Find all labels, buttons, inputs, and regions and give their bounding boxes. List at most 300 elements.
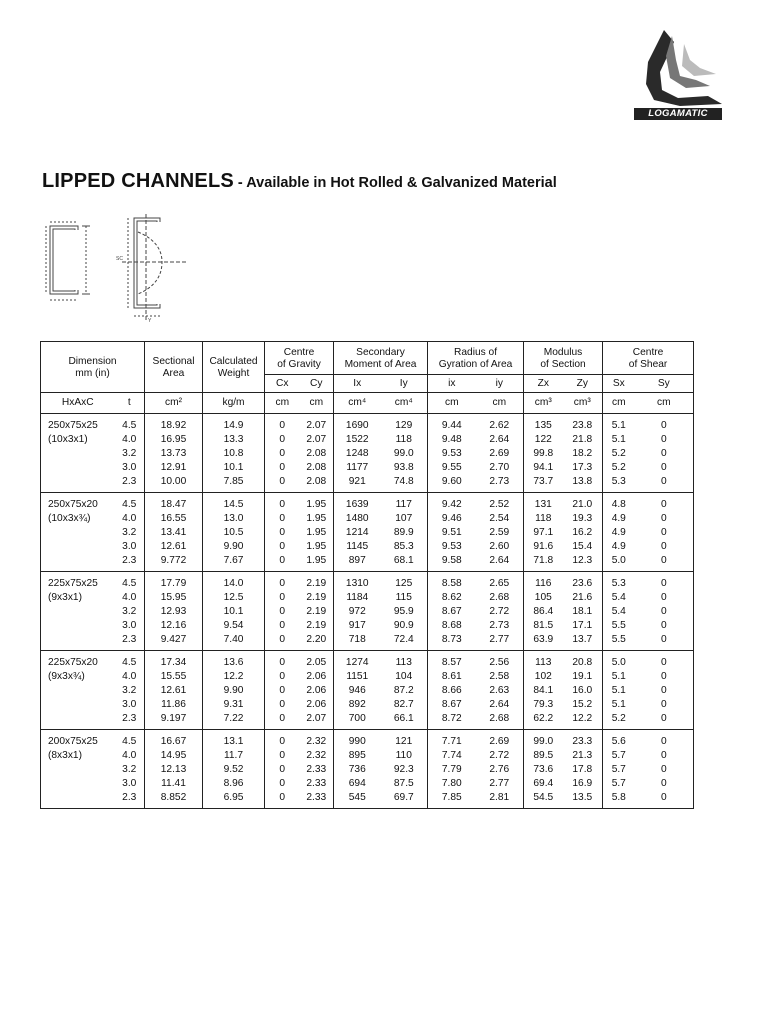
- data-cell: 2.3: [115, 554, 145, 572]
- size-cell: 225x75x25: [48, 578, 98, 589]
- data-cell: 23.8: [572, 420, 593, 431]
- data-cell: 0: [660, 750, 667, 761]
- data-cell: 5.5: [603, 633, 635, 651]
- sub-header-cell: Cy: [300, 375, 334, 393]
- data-cell: 3.2: [122, 448, 137, 459]
- data-cell: 63.9: [524, 633, 563, 651]
- data-cell: 2.68: [489, 592, 510, 603]
- data-cell: 0: [265, 540, 300, 554]
- data-cell: 0: [265, 605, 300, 619]
- data-cell: 5.6: [603, 730, 635, 750]
- data-cell: 85.3: [393, 541, 414, 552]
- data-cell: 129: [395, 420, 413, 431]
- lipped-channel-diagram-icon: [38, 212, 188, 324]
- data-cell: 16.95: [145, 433, 203, 447]
- data-cell: 0: [660, 736, 667, 747]
- data-cell: 23.6: [572, 578, 593, 589]
- data-cell: 8.72: [428, 712, 476, 730]
- size-cell: [41, 461, 115, 475]
- logo-wordmark: LOGAMATIC: [634, 108, 722, 120]
- data-cell: 8.68: [428, 619, 476, 633]
- data-cell: 21.8: [572, 434, 593, 445]
- data-cell: 9.46: [428, 512, 476, 526]
- data-cell: 1310: [334, 572, 381, 592]
- data-cell: 1639: [334, 493, 381, 513]
- unit-cell: t: [115, 393, 145, 414]
- data-cell: 21.6: [572, 592, 593, 603]
- data-cell: 5.1: [603, 684, 635, 698]
- data-cell: 122: [524, 433, 563, 447]
- data-cell: 700: [334, 712, 381, 730]
- data-cell: 10.8: [203, 447, 265, 461]
- data-cell: 2.07: [306, 434, 327, 445]
- size-cell: (10x3x¾): [48, 513, 91, 524]
- data-cell: 11.41: [145, 777, 203, 791]
- data-cell: 7.85: [203, 475, 265, 493]
- data-cell: 3.2: [122, 527, 137, 538]
- data-cell: 2.19: [306, 592, 327, 603]
- data-cell: 2.65: [489, 578, 510, 589]
- data-cell: 2.81: [476, 791, 524, 809]
- data-cell: 0: [265, 447, 300, 461]
- company-logo: [626, 26, 732, 130]
- header-centre-shear-line1: Centre: [632, 347, 664, 358]
- data-cell: 18.47: [145, 493, 203, 513]
- data-cell: 0: [660, 620, 667, 631]
- data-cell: 2.69: [489, 736, 510, 747]
- size-cell: [41, 475, 115, 493]
- table-row: [41, 540, 694, 554]
- data-cell: 6.95: [203, 791, 265, 809]
- table-row: [41, 605, 694, 619]
- data-cell: 5.8: [603, 791, 635, 809]
- data-cell: 5.0: [603, 651, 635, 671]
- section-diagram: [38, 212, 188, 324]
- data-cell: 2.20: [300, 633, 334, 651]
- header-centre-gravity-line1: Centre: [283, 347, 315, 358]
- title-subtitle: - Available in Hot Rolled & Galvanized Material: [233, 175, 557, 191]
- data-cell: 89.5: [524, 749, 563, 763]
- data-cell: 69.4: [524, 777, 563, 791]
- data-cell: 9.53: [428, 447, 476, 461]
- data-cell: 2.06: [306, 699, 327, 710]
- header-radius-gyration: [428, 342, 524, 375]
- header-calculated-weight-line1: Calculated: [209, 356, 258, 367]
- data-cell: 0: [660, 448, 667, 459]
- table-row: [41, 670, 694, 684]
- data-cell: 0: [265, 777, 300, 791]
- data-cell: 4.9: [603, 512, 635, 526]
- data-cell: 694: [334, 777, 381, 791]
- data-cell: 2.19: [306, 606, 327, 617]
- size-cell: [41, 619, 115, 633]
- data-cell: 118: [395, 434, 412, 445]
- table-row: [41, 684, 694, 698]
- table-row: [41, 763, 694, 777]
- table-row: [41, 447, 694, 461]
- data-cell: 0: [635, 475, 694, 493]
- data-cell: 11.7: [203, 749, 265, 763]
- data-cell: 0: [265, 475, 300, 493]
- data-cell: 0: [660, 578, 667, 589]
- data-cell: 14.5: [203, 493, 265, 513]
- size-cell: [41, 447, 115, 461]
- data-cell: 0: [265, 591, 300, 605]
- data-cell: 79.3: [524, 698, 563, 712]
- data-cell: 8.61: [428, 670, 476, 684]
- data-cell: 87.2: [393, 685, 414, 696]
- data-cell: 131: [524, 493, 563, 513]
- header-centre-shear-line2: of Shear: [628, 359, 668, 370]
- diagram-label-sc: SC: [116, 256, 123, 262]
- table-row: [41, 554, 694, 572]
- data-cell: 17.8: [572, 764, 593, 775]
- data-cell: 0: [660, 671, 667, 682]
- data-cell: 99.0: [393, 448, 414, 459]
- size-cell: [41, 526, 115, 540]
- header-dimension-line1: Dimension: [68, 356, 117, 367]
- data-cell: 5.1: [603, 414, 635, 434]
- unit-cell: cm⁴: [381, 393, 428, 414]
- data-cell: 17.1: [572, 620, 593, 631]
- table-row: [41, 633, 694, 651]
- data-cell: 2.54: [489, 513, 510, 524]
- header-sectional-area: [145, 342, 203, 393]
- data-cell: 4.0: [122, 671, 137, 682]
- data-cell: 2.76: [489, 764, 510, 775]
- data-cell: 4.9: [603, 526, 635, 540]
- data-cell: 736: [334, 763, 381, 777]
- size-cell: 225x75x20: [48, 657, 98, 668]
- data-cell: 0: [635, 791, 694, 809]
- data-cell: 117: [395, 499, 412, 510]
- sub-header-cell: Iy: [381, 375, 428, 393]
- table-row: [41, 651, 694, 671]
- data-cell: 13.8: [563, 475, 603, 493]
- sub-header-cell: iy: [476, 375, 524, 393]
- data-cell: 0: [265, 651, 300, 671]
- data-cell: 1.95: [306, 527, 327, 538]
- data-cell: 12.2: [203, 670, 265, 684]
- title-main: LIPPED CHANNELS: [42, 170, 234, 192]
- data-cell: 0: [660, 657, 667, 668]
- sub-header-cell: Ix: [334, 375, 381, 393]
- data-cell: 10.1: [203, 605, 265, 619]
- unit-cell: kg/m: [203, 393, 265, 414]
- data-cell: 3.2: [122, 764, 137, 775]
- data-cell: 921: [334, 475, 381, 493]
- data-cell: 2.60: [489, 541, 510, 552]
- unit-cell: cm⁴: [334, 393, 381, 414]
- data-cell: 3.2: [122, 685, 137, 696]
- data-cell: 2.58: [489, 671, 510, 682]
- data-cell: 0: [265, 414, 300, 434]
- data-cell: 8.67: [428, 698, 476, 712]
- data-cell: 113: [524, 651, 563, 671]
- data-cell: 2.07: [300, 712, 334, 730]
- data-cell: 4.9: [603, 540, 635, 554]
- data-cell: 1.95: [300, 554, 334, 572]
- data-cell: 946: [334, 684, 381, 698]
- data-cell: 1480: [334, 512, 381, 526]
- data-cell: 972: [334, 605, 381, 619]
- unit-cell: cm: [476, 393, 524, 414]
- data-cell: 9.42: [428, 493, 476, 513]
- data-cell: 86.4: [524, 605, 563, 619]
- data-cell: 2.64: [489, 699, 510, 710]
- data-cell: 10.1: [203, 461, 265, 475]
- table-row: [41, 461, 694, 475]
- data-cell: 4.5: [122, 499, 137, 510]
- data-cell: 14.9: [203, 414, 265, 434]
- data-cell: 19.1: [572, 671, 593, 682]
- data-cell: 18.92: [145, 414, 203, 434]
- size-cell: [41, 777, 115, 791]
- table-row: [41, 712, 694, 730]
- data-cell: 1184: [334, 591, 381, 605]
- data-cell: 107: [395, 513, 413, 524]
- data-cell: 2.77: [489, 778, 510, 789]
- data-cell: 16.55: [145, 512, 203, 526]
- size-cell: [41, 712, 115, 730]
- size-cell: [41, 684, 115, 698]
- data-cell: 3.2: [122, 606, 137, 617]
- data-cell: 74.8: [381, 475, 428, 493]
- data-cell: 9.55: [428, 461, 476, 475]
- header-centre-shear: [603, 342, 694, 375]
- data-cell: 87.5: [393, 778, 414, 789]
- data-cell: 10.5: [203, 526, 265, 540]
- data-cell: 54.5: [524, 791, 563, 809]
- lipped-channels-table: [40, 341, 694, 809]
- data-cell: 13.3: [203, 433, 265, 447]
- data-cell: 0: [635, 633, 694, 651]
- data-cell: 4.0: [122, 750, 137, 761]
- data-cell: 1.95: [306, 541, 327, 552]
- unit-cell: HxAxC: [41, 393, 115, 414]
- data-cell: 12.61: [145, 684, 203, 698]
- data-cell: 0: [265, 526, 300, 540]
- unit-cell: cm³: [563, 393, 603, 414]
- data-cell: 1522: [334, 433, 381, 447]
- data-cell: 0: [635, 554, 694, 572]
- data-cell: 2.62: [489, 420, 510, 431]
- data-cell: 0: [660, 606, 667, 617]
- size-cell: 250x75x20: [48, 499, 98, 510]
- data-cell: 0: [265, 684, 300, 698]
- table-body: [41, 414, 694, 809]
- sub-header-cell: Zy: [563, 375, 603, 393]
- data-cell: 9.90: [203, 684, 265, 698]
- data-cell: 1.95: [306, 513, 327, 524]
- data-cell: 13.41: [145, 526, 203, 540]
- data-cell: 2.19: [306, 620, 327, 631]
- data-cell: 10.00: [145, 475, 203, 493]
- unit-cell: cm: [635, 393, 694, 414]
- data-cell: 0: [660, 527, 667, 538]
- sub-header-cell: ix: [428, 375, 476, 393]
- data-cell: 13.73: [145, 447, 203, 461]
- header-calculated-weight: [203, 342, 265, 393]
- data-cell: 0: [265, 619, 300, 633]
- data-cell: 12.91: [145, 461, 203, 475]
- data-cell: 84.1: [524, 684, 563, 698]
- data-cell: 15.2: [572, 699, 593, 710]
- data-cell: 118: [524, 512, 563, 526]
- data-cell: 2.32: [306, 736, 327, 747]
- unit-cell: cm³: [524, 393, 563, 414]
- data-cell: 7.80: [428, 777, 476, 791]
- size-cell: [41, 633, 115, 651]
- header-centre-gravity-line2: of Gravity: [277, 359, 321, 370]
- data-cell: 2.32: [306, 750, 327, 761]
- logo-mark-icon: [626, 26, 732, 110]
- data-cell: 9.52: [203, 763, 265, 777]
- data-cell: 9.197: [145, 712, 203, 730]
- table-row: [41, 698, 694, 712]
- table-row: [41, 591, 694, 605]
- data-cell: 8.73: [428, 633, 476, 651]
- data-cell: 7.74: [428, 749, 476, 763]
- data-cell: 17.3: [572, 462, 593, 473]
- data-cell: 15.55: [145, 670, 203, 684]
- data-cell: 1177: [334, 461, 381, 475]
- data-cell: 2.3: [115, 475, 145, 493]
- data-cell: 9.427: [145, 633, 203, 651]
- data-cell: 73.6: [524, 763, 563, 777]
- data-cell: 7.22: [203, 712, 265, 730]
- data-cell: 14.0: [203, 572, 265, 592]
- size-cell: [41, 554, 115, 572]
- data-cell: 9.44: [428, 414, 476, 434]
- data-cell: 2.06: [306, 671, 327, 682]
- data-cell: 16.2: [572, 527, 593, 538]
- data-cell: 0: [660, 699, 667, 710]
- data-cell: 0: [265, 461, 300, 475]
- table-row: [41, 572, 694, 592]
- data-cell: 9.90: [203, 540, 265, 554]
- data-cell: 72.4: [381, 633, 428, 651]
- data-cell: 2.33: [306, 764, 327, 775]
- data-cell: 545: [334, 791, 381, 809]
- data-cell: 5.1: [603, 670, 635, 684]
- data-cell: 5.3: [603, 475, 635, 493]
- data-cell: 9.48: [428, 433, 476, 447]
- data-cell: 1248: [334, 447, 381, 461]
- data-cell: 8.57: [428, 651, 476, 671]
- data-cell: 2.64: [476, 554, 524, 572]
- data-cell: 97.1: [524, 526, 563, 540]
- data-cell: 4.5: [122, 657, 137, 668]
- data-cell: 1214: [334, 526, 381, 540]
- data-cell: 16.0: [572, 685, 593, 696]
- data-cell: 2.72: [489, 606, 510, 617]
- data-cell: 3.0: [122, 778, 137, 789]
- data-cell: 0: [265, 698, 300, 712]
- data-cell: 18.2: [572, 448, 593, 459]
- header-modulus-line1: Modulus: [543, 347, 583, 358]
- data-cell: 2.19: [306, 578, 327, 589]
- size-cell: (9x3x1): [48, 592, 82, 603]
- data-cell: 9.60: [428, 475, 476, 493]
- data-cell: 0: [660, 513, 667, 524]
- data-cell: 18.1: [572, 606, 593, 617]
- data-cell: 73.7: [524, 475, 563, 493]
- data-cell: 99.8: [524, 447, 563, 461]
- data-cell: 7.85: [428, 791, 476, 809]
- sub-header-cell: Sx: [603, 375, 635, 393]
- table-row: [41, 526, 694, 540]
- table-row: [41, 791, 694, 809]
- data-cell: 8.62: [428, 591, 476, 605]
- data-cell: 5.1: [603, 698, 635, 712]
- data-cell: 2.64: [489, 434, 510, 445]
- table-row: [41, 493, 694, 513]
- data-cell: 11.86: [145, 698, 203, 712]
- data-cell: 4.0: [122, 513, 137, 524]
- data-cell: 93.8: [393, 462, 414, 473]
- data-cell: 5.2: [603, 461, 635, 475]
- data-cell: 2.08: [306, 462, 327, 473]
- header-calculated-weight-line2: Weight: [217, 368, 250, 379]
- data-cell: 718: [334, 633, 381, 651]
- data-cell: 12.2: [563, 712, 603, 730]
- data-cell: 9.58: [428, 554, 476, 572]
- table-row: [41, 475, 694, 493]
- size-cell: [41, 763, 115, 777]
- data-cell: 4.0: [122, 434, 137, 445]
- header-secondary-moment-line2: Moment of Area: [344, 359, 417, 370]
- data-cell: 19.3: [572, 513, 593, 524]
- data-cell: 2.56: [489, 657, 510, 668]
- data-cell: 917: [334, 619, 381, 633]
- data-cell: 2.08: [306, 448, 327, 459]
- data-cell: 90.9: [393, 620, 414, 631]
- data-cell: 82.7: [393, 699, 414, 710]
- data-cell: 7.79: [428, 763, 476, 777]
- data-cell: 0: [265, 433, 300, 447]
- sub-header-cell: Zx: [524, 375, 563, 393]
- data-cell: 3.0: [122, 620, 137, 631]
- header-sectional-area-line2: Area: [162, 368, 185, 379]
- data-cell: 0: [265, 712, 300, 730]
- diagram-label-y: Y: [148, 318, 152, 324]
- header-modulus-line2: of Section: [540, 359, 586, 370]
- data-cell: 13.6: [203, 651, 265, 671]
- data-cell: 92.3: [393, 764, 414, 775]
- data-cell: 110: [395, 750, 412, 761]
- data-cell: 115: [395, 592, 412, 603]
- data-cell: 7.71: [428, 730, 476, 750]
- unit-cell: cm: [428, 393, 476, 414]
- data-cell: 89.9: [393, 527, 414, 538]
- data-cell: 0: [265, 554, 300, 572]
- data-cell: 12.61: [145, 540, 203, 554]
- data-cell: 0: [660, 764, 667, 775]
- data-cell: 0: [660, 434, 667, 445]
- size-cell: (10x3x1): [48, 434, 88, 445]
- data-cell: 12.16: [145, 619, 203, 633]
- data-cell: 105: [524, 591, 563, 605]
- data-cell: 13.5: [563, 791, 603, 809]
- data-cell: 0: [635, 712, 694, 730]
- data-cell: 95.9: [393, 606, 414, 617]
- data-cell: 12.93: [145, 605, 203, 619]
- data-cell: 4.8: [603, 493, 635, 513]
- data-cell: 17.79: [145, 572, 203, 592]
- header-radius-gyration-line1: Radius of: [454, 347, 498, 358]
- data-cell: 5.4: [603, 605, 635, 619]
